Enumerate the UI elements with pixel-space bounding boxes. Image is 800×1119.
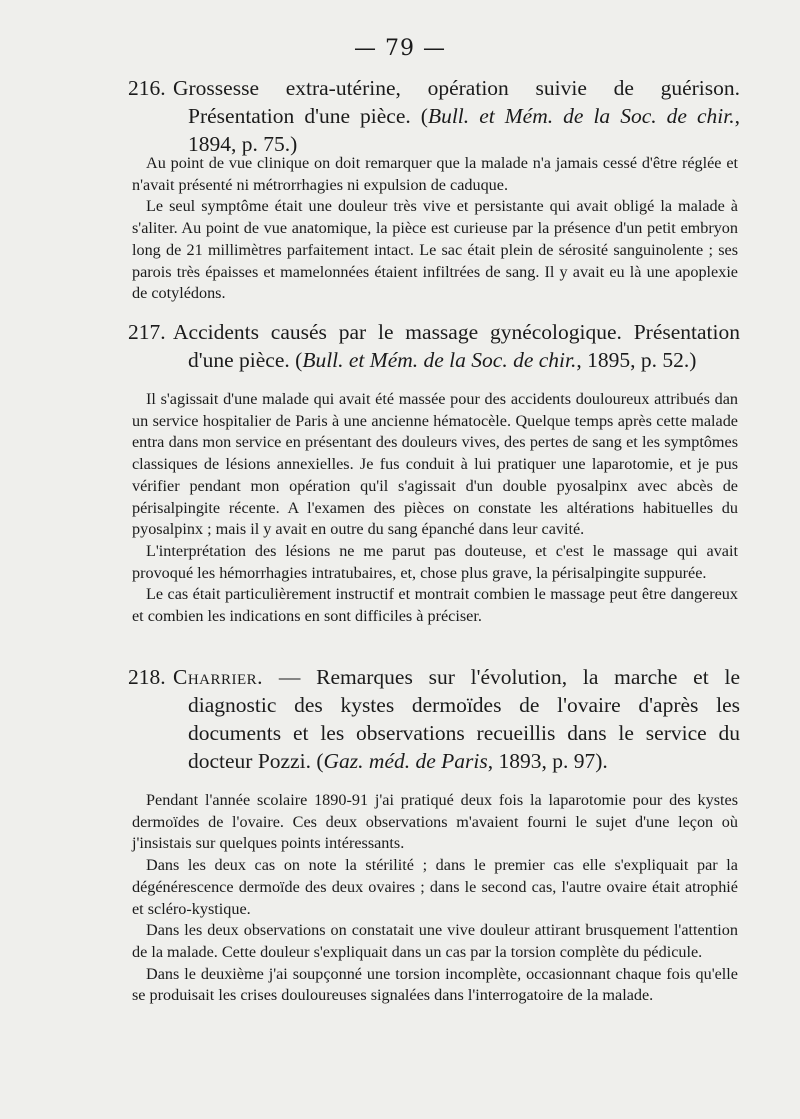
entry-heading — [128, 663, 740, 775]
paragraph: Dans le deuxième j'ai soupçonné une torsion incomplète, occasionnant chaque fois qu'elle se produisait les crises douloureuses signalées dans l'interrogatoire de la malade. — [132, 964, 738, 1005]
entry-citation: , 1895, p. 52.) — [576, 348, 697, 372]
paragraph: Le cas était particulièrement instructif et montrait combien le massage peut être dangereux et combien les indications en sont difficiles à préciser. — [132, 585, 738, 626]
entry-heading — [128, 74, 740, 158]
entry-heading — [128, 318, 740, 374]
entry-author: Charrier. — [173, 665, 264, 689]
paragraph: Au point de vue clinique on doit remarquer que la malade n'a jamais cessé d'être réglée et n'avait présenté ni métrorrhagies ni expulsion de caduque. — [132, 154, 738, 194]
paragraph: Dans les deux observations on constatait une vive douleur attirant brusquement l'attention de la malade. Cette douleur s'expliquait dans un cas par la torsion complète du pédicule. — [132, 921, 738, 961]
entry-number: 217. — [128, 320, 166, 344]
entry-title: Accidents causés par le massage gynécologique. Présentation d'une pièce. ( — [173, 320, 740, 372]
entry-216-body — [132, 153, 738, 305]
entry-title: — Remarques sur l'évolution, la marche et le diagnostic des kystes dermoïdes de l'ovaire d'après les documents et les observations recueillis dans le service du docteur Pozzi. ( — [188, 665, 740, 773]
entry-number: 216. — [128, 76, 166, 100]
entry-218-body — [132, 790, 738, 1007]
entry-source: Gaz. méd. de Paris — [323, 749, 488, 773]
entry-216-heading — [128, 74, 740, 158]
entry-217-body — [132, 389, 738, 628]
entry-citation: , 1893, p. 97). — [487, 749, 608, 773]
paragraph: L'interprétation des lésions ne me parut pas douteuse, et c'est le massage qui avait provoqué les hémorrhagies intratubaires, et, chose plus grave, la périsalpingite suppurée. — [132, 541, 738, 582]
entry-217-heading — [128, 318, 740, 374]
entry-218-heading — [128, 663, 740, 775]
entry-source: Bull. et Mém. de la Soc. de chir. — [427, 104, 735, 128]
entry-source: Bull. et Mém. de la Soc. de chir. — [302, 348, 577, 372]
entry-title: Grossesse extra-utérine, opération suivie de guérison. Présentation d'une pièce. ( — [173, 76, 740, 128]
paragraph: Il s'agissait d'une malade qui avait été massée pour des accidents douloureux attribués dan un service hospitalier de Paris à une ancienne hématocèle. Quelque temps après cette malade entra dans mon service en présentant des douleurs vives, des pertes de sang et les symptômes classiques de lésions annexielles. Je fus conduit à lui pratiquer une laparotomie, et je pus vérifier pendant mon opération qu'il s'agissait d'un double pyosalpinx avec abcès de périsalpingite récente. A l'examen des pièces on constate les altérations habituelles du pyosalpinx ; mais il y avait en outre du sang épanché dans leur cavité. — [132, 390, 738, 539]
entry-number: 218. — [128, 665, 166, 689]
page-number: — 79 — — [354, 36, 446, 61]
entry-citation: , 1894, p. 75.) — [188, 104, 740, 156]
paragraph: Dans les deux cas on note la stérilité ; dans le premier cas elle s'expliquait par la dégénérescence dermoïde des deux ovaires ; dans le second cas, l'autre ovaire était atrophié et scléro-kystique. — [132, 856, 738, 918]
paragraph: Pendant l'année scolaire 1890-91 j'ai pratiqué deux fois la laparotomie pour des kystes dermoïdes de l'ovaire. Ces deux observations m'avaient fourni le sujet d'une leçon où j'insistais sur quelques points intéressants. — [132, 791, 738, 853]
paragraph: Le seul symptôme était une douleur très vive et persistante qui avait obligé la malade à s'aliter. Au point de vue anatomique, la pièce est curieuse par la présence d'un petit embryon long de 21 millimètres parfaitement intact. Le sac était plein de sérosité sanguinolente ; ses parois très épaisses et mamelonnées étaient infiltrées de sang. Il y avait eu là une apoplexie de cotylédons. — [132, 197, 738, 303]
